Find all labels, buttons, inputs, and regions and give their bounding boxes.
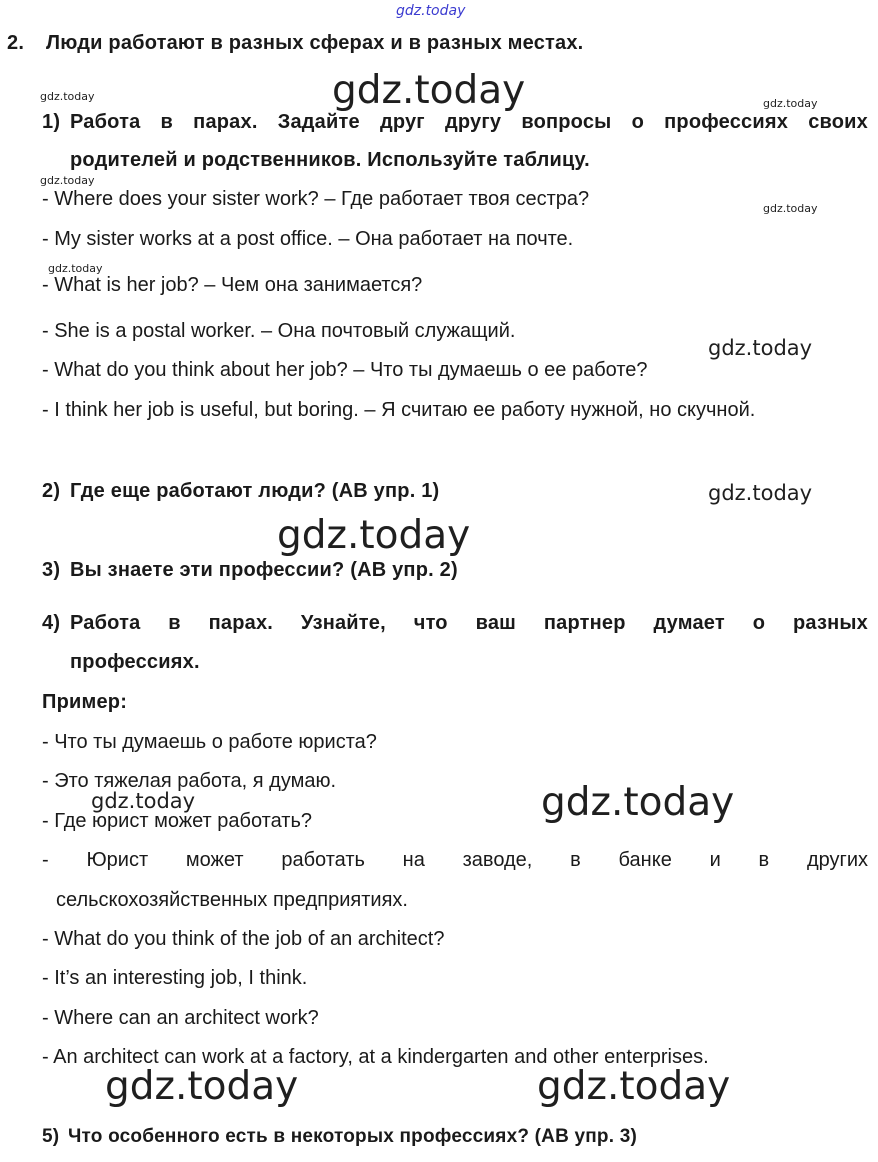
watermark-top: gdz.today (396, 3, 466, 19)
watermark-small: gdz.today (763, 97, 818, 110)
watermark-medium: gdz.today (708, 336, 813, 360)
part4-heading-line1: Работа в парах. Узнайте, что ваш партнер думает о разных (70, 612, 868, 634)
dialog-line: - She is a postal worker. – Она почтовый служащий. (42, 320, 516, 342)
part5-text: Что особенного есть в некоторых профессиях? (АВ упр. 3) (68, 1126, 637, 1147)
watermark-medium: gdz.today (708, 481, 813, 505)
part3-number: 3) (42, 559, 61, 581)
dialog-line: - Where can an architect work? (42, 1007, 319, 1029)
dialog-line: - Where does your sister work? – Где работает твоя сестра? (42, 188, 590, 210)
dialog-line: - What is her job? – Чем она занимается? (42, 274, 423, 296)
part1-heading-line2: родителей и родственников. Используйте таблицу. (70, 149, 590, 171)
example-label: Пример: (42, 691, 128, 713)
watermark-small: gdz.today (763, 202, 818, 215)
watermark-small: gdz.today (48, 262, 103, 275)
dialog-line: - An architect can work at a factory, at a kindergarten and other enterprises. (42, 1046, 709, 1068)
watermark-large: gdz.today (541, 780, 735, 825)
dialog-line: - Где юрист может работать? (42, 810, 312, 832)
part1-heading-line1: Работа в парах. Задайте друг другу вопросы о профессиях своих (70, 111, 868, 133)
dialog-line-long-cont: сельскохозяйственных предприятиях. (56, 889, 408, 911)
part4-heading-line2: профессиях. (70, 651, 200, 673)
part2-number: 2) (42, 480, 61, 502)
watermark-large: gdz.today (105, 1064, 299, 1109)
part1-number: 1) (42, 111, 61, 133)
dialog-line: - Что ты думаешь о работе юриста? (42, 731, 377, 753)
dialog-line: - What do you think about her job? – Что ты думаешь о ее работе? (42, 359, 648, 381)
watermark-small: gdz.today (40, 90, 95, 103)
part5-number: 5) (42, 1126, 60, 1147)
watermark-small: gdz.today (40, 174, 95, 187)
dialog-line: - My sister works at a post office. – Она работает на почте. (42, 228, 574, 250)
watermark-large: gdz.today (277, 513, 471, 558)
part2-text: Где еще работают люди? (АВ упр. 1) (70, 480, 440, 502)
dialog-line: - It’s an interesting job, I think. (42, 967, 308, 989)
dialog-line: - What do you think of the job of an architect? (42, 928, 445, 950)
watermark-large: gdz.today (332, 68, 526, 113)
task-title: Люди работают в разных сферах и в разных местах. (46, 32, 584, 54)
dialog-line: - I think her job is useful, but boring. – Я считаю ее работу нужной, но скучной. (42, 399, 756, 421)
dialog-line-long: - Юрист может работать на заводе, в банке и в других (42, 849, 868, 871)
watermark-medium: gdz.today (91, 789, 196, 813)
part3-text: Вы знаете эти профессии? (АВ упр. 2) (70, 559, 458, 581)
dialog-line: - Это тяжелая работа, я думаю. (42, 770, 337, 792)
task-number: 2. (7, 32, 25, 54)
watermark-large: gdz.today (537, 1064, 731, 1109)
part4-number: 4) (42, 612, 61, 634)
